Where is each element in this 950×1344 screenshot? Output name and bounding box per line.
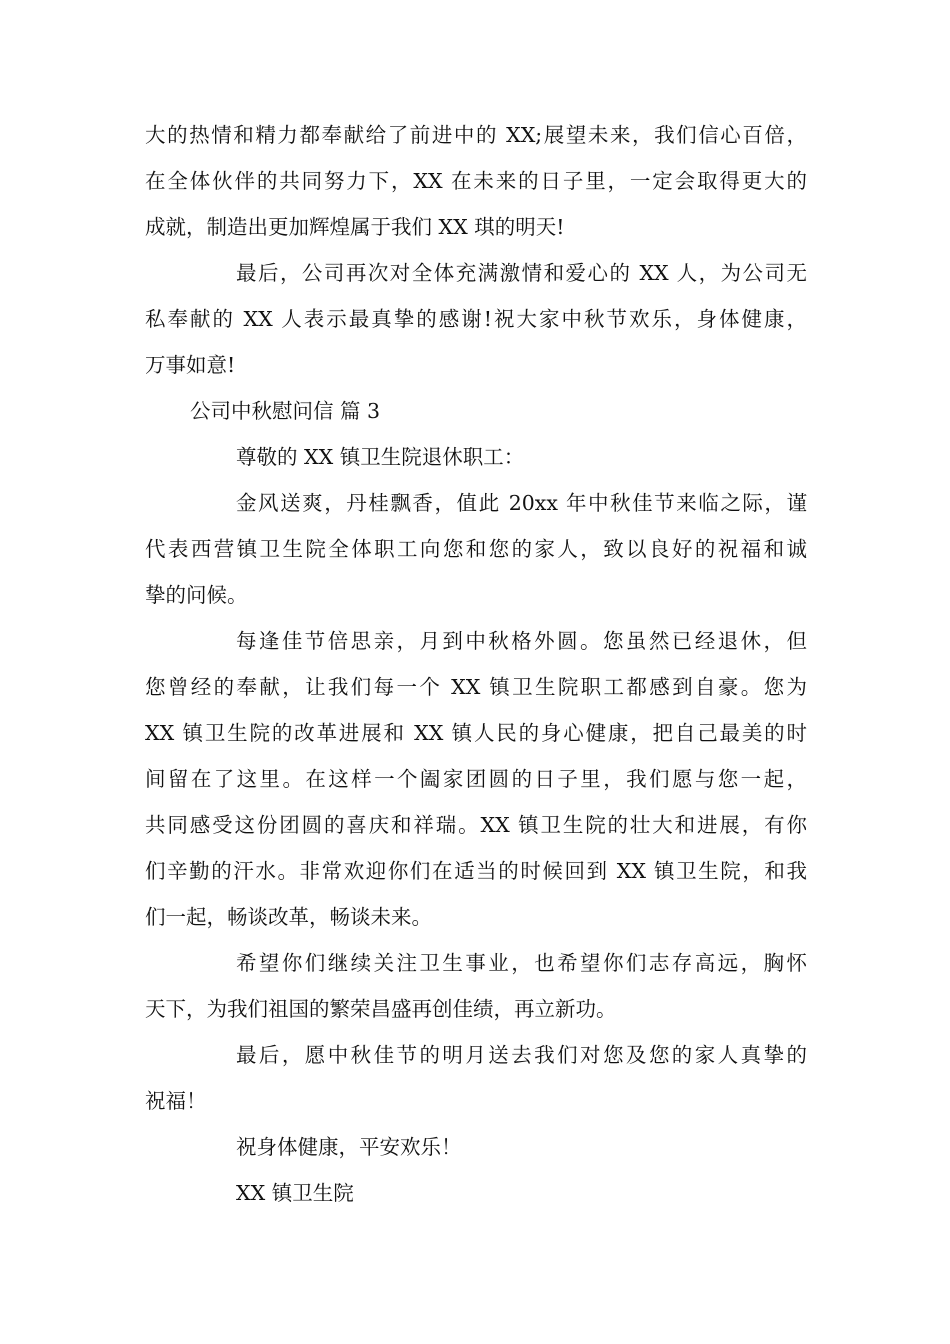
salutation: 尊敬的 XX 镇卫生院退休职工： <box>236 445 525 469</box>
text-line: 成就，制造出更加辉煌属于我们 XX 琪的明天! <box>145 215 565 239</box>
text-line: 挚的问候。 <box>145 583 248 607</box>
text-line: 们一起，畅谈改革，畅谈未来。 <box>145 905 432 929</box>
section-title: 公司中秋慰问信 篇 3 <box>190 399 381 423</box>
text-line: 大的热情和精力都奉献给了前进中的 XX;展望未来，我们信心百倍， <box>145 123 807 147</box>
text-line: 天下，为我们祖国的繁荣昌盛再创佳绩，再立新功。 <box>145 997 617 1021</box>
text-line: 万事如意! <box>145 353 236 377</box>
text-line: 们辛勤的汗水。非常欢迎你们在适当的时候回到 XX 镇卫生院，和我 <box>145 859 807 883</box>
text-line: 最后，愿中秋佳节的明月送去我们对您及您的家人真挚的 <box>236 1043 807 1067</box>
text-line: 私奉献的 XX 人表示最真挚的感谢!祝大家中秋节欢乐，身体健康， <box>145 307 807 331</box>
document-page <box>145 112 807 1216</box>
text-line: 在全体伙伴的共同努力下，XX 在未来的日子里，一定会取得更大的 <box>145 169 807 193</box>
text-line: 每逢佳节倍思亲，月到中秋格外圆。您虽然已经退休，但 <box>236 629 807 653</box>
text-line: XX 镇卫生院的改革进展和 XX 镇人民的身心健康，把自己最美的时 <box>145 721 807 745</box>
signature: XX 镇卫生院 <box>236 1181 354 1205</box>
text-line: 金风送爽，丹桂飘香，值此 20xx 年中秋佳节来临之际，谨 <box>236 491 807 515</box>
text-line: 希望你们继续关注卫生事业，也希望你们志存高远，胸怀 <box>236 951 807 975</box>
closing-line: 祝身体健康，平安欢乐！ <box>236 1135 462 1159</box>
text-line: 间留在了这里。在这样一个阖家团圆的日子里，我们愿与您一起， <box>145 767 807 791</box>
text-line: 共同感受这份团圆的喜庆和祥瑞。XX 镇卫生院的壮大和进展，有你 <box>145 813 807 837</box>
text-line: 代表西营镇卫生院全体职工向您和您的家人，致以良好的祝福和诚 <box>145 537 807 561</box>
text-line: 最后，公司再次对全体充满激情和爱心的 XX 人，为公司无 <box>236 261 807 285</box>
text-line: 您曾经的奉献，让我们每一个 XX 镇卫生院职工都感到自豪。您为 <box>145 675 807 699</box>
text-line: 祝福！ <box>145 1089 207 1113</box>
